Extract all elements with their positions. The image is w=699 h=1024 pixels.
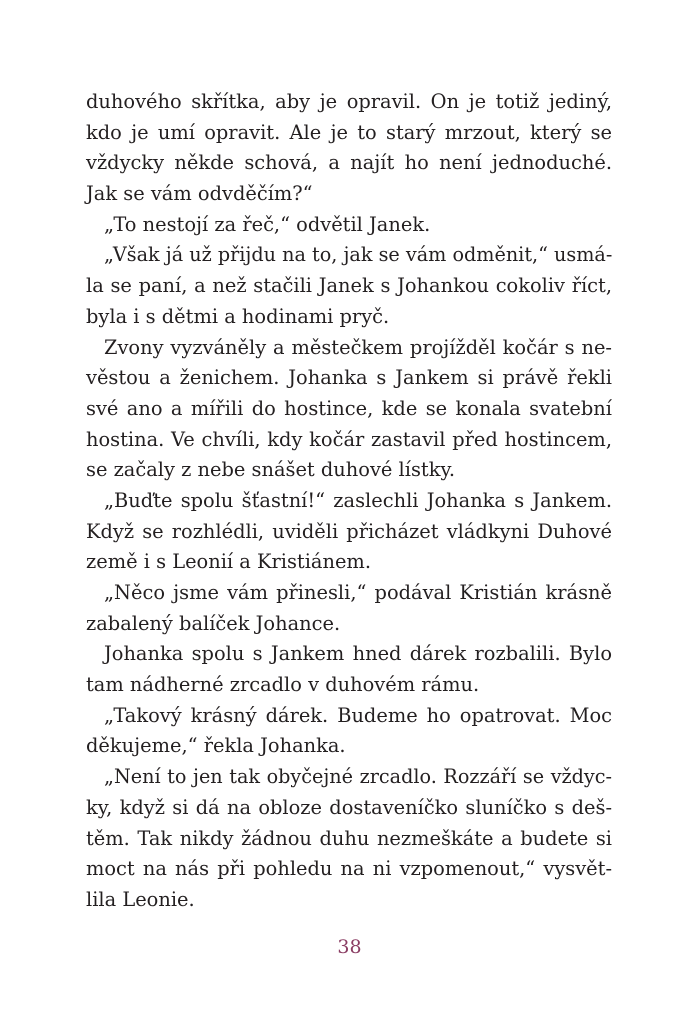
text-line: zabalený balíček Johance. bbox=[86, 611, 341, 635]
text-line: „To nestojí za řeč,“ odvětil Janek. bbox=[104, 212, 431, 236]
text-line: věstou a ženichem. Johanka s Jankem si právě řekli bbox=[86, 366, 612, 390]
text-line: vždycky někde schová, a najít ho není jednoduché. bbox=[86, 151, 612, 175]
text-line: lila Leonie. bbox=[86, 887, 195, 911]
text-line: země i s Leonií a Kristiánem. bbox=[86, 550, 371, 574]
text-line: se začaly z nebe snášet duhové lístky. bbox=[86, 458, 455, 482]
text-line: Zvony vyzváněly a městečkem projížděl kočár s ne- bbox=[104, 335, 612, 359]
text-line: byla i s dětmi a hodinami pryč. bbox=[86, 304, 390, 328]
text-line: těm. Tak nikdy žádnou duhu nezmeškáte a budete si bbox=[86, 826, 612, 850]
text-line: „Buďte spolu šťastní!“ zaslechli Johanka s Jankem. bbox=[104, 488, 612, 512]
text-line: své ano a mířili do hostince, kde se konala svatební bbox=[86, 396, 612, 420]
text-line: „Není to jen tak obyčejné zrcadlo. Rozzáří se vždyc- bbox=[104, 765, 612, 789]
text-line: „Však já už přijdu na to, jak se vám odměnit,“ usmá- bbox=[104, 243, 613, 267]
text-line: děkujeme,“ řekla Johanka. bbox=[86, 734, 346, 758]
text-line: kdo je umí opravit. Ale je to starý mrzout, který se bbox=[86, 120, 612, 144]
text-line: „Takový krásný dárek. Budeme ho opatrovat. Moc bbox=[104, 703, 612, 727]
text-line: la se paní, a než stačili Janek s Johankou cokoliv říct, bbox=[86, 274, 612, 298]
body-text bbox=[86, 87, 612, 916]
text-line: Johanka spolu s Jankem hned dárek rozbalili. Bylo bbox=[104, 642, 612, 666]
text-line: „Něco jsme vám přinesli,“ podával Kristián krásně bbox=[104, 581, 612, 604]
text-line: tam nádherné zrcadlo v duhovém rámu. bbox=[86, 673, 480, 697]
text-line: Když se rozhlédli, uviděli přicházet vládkyni Duhové bbox=[86, 519, 612, 543]
text-line: Jak se vám odvděčím?“ bbox=[86, 182, 313, 206]
text-line: ky, když si dá na obloze dostaveníčko sluníčko s deš- bbox=[86, 795, 612, 819]
page-number: 38 bbox=[337, 936, 362, 958]
text-line: moct na nás při pohledu na ni vzpomenout,“ vysvět- bbox=[86, 857, 612, 881]
text-line: hostina. Ve chvíli, kdy kočár zastavil před hostincem, bbox=[86, 427, 612, 451]
text-line: duhového skřítka, aby je opravil. On je totiž jediný, bbox=[86, 90, 612, 113]
